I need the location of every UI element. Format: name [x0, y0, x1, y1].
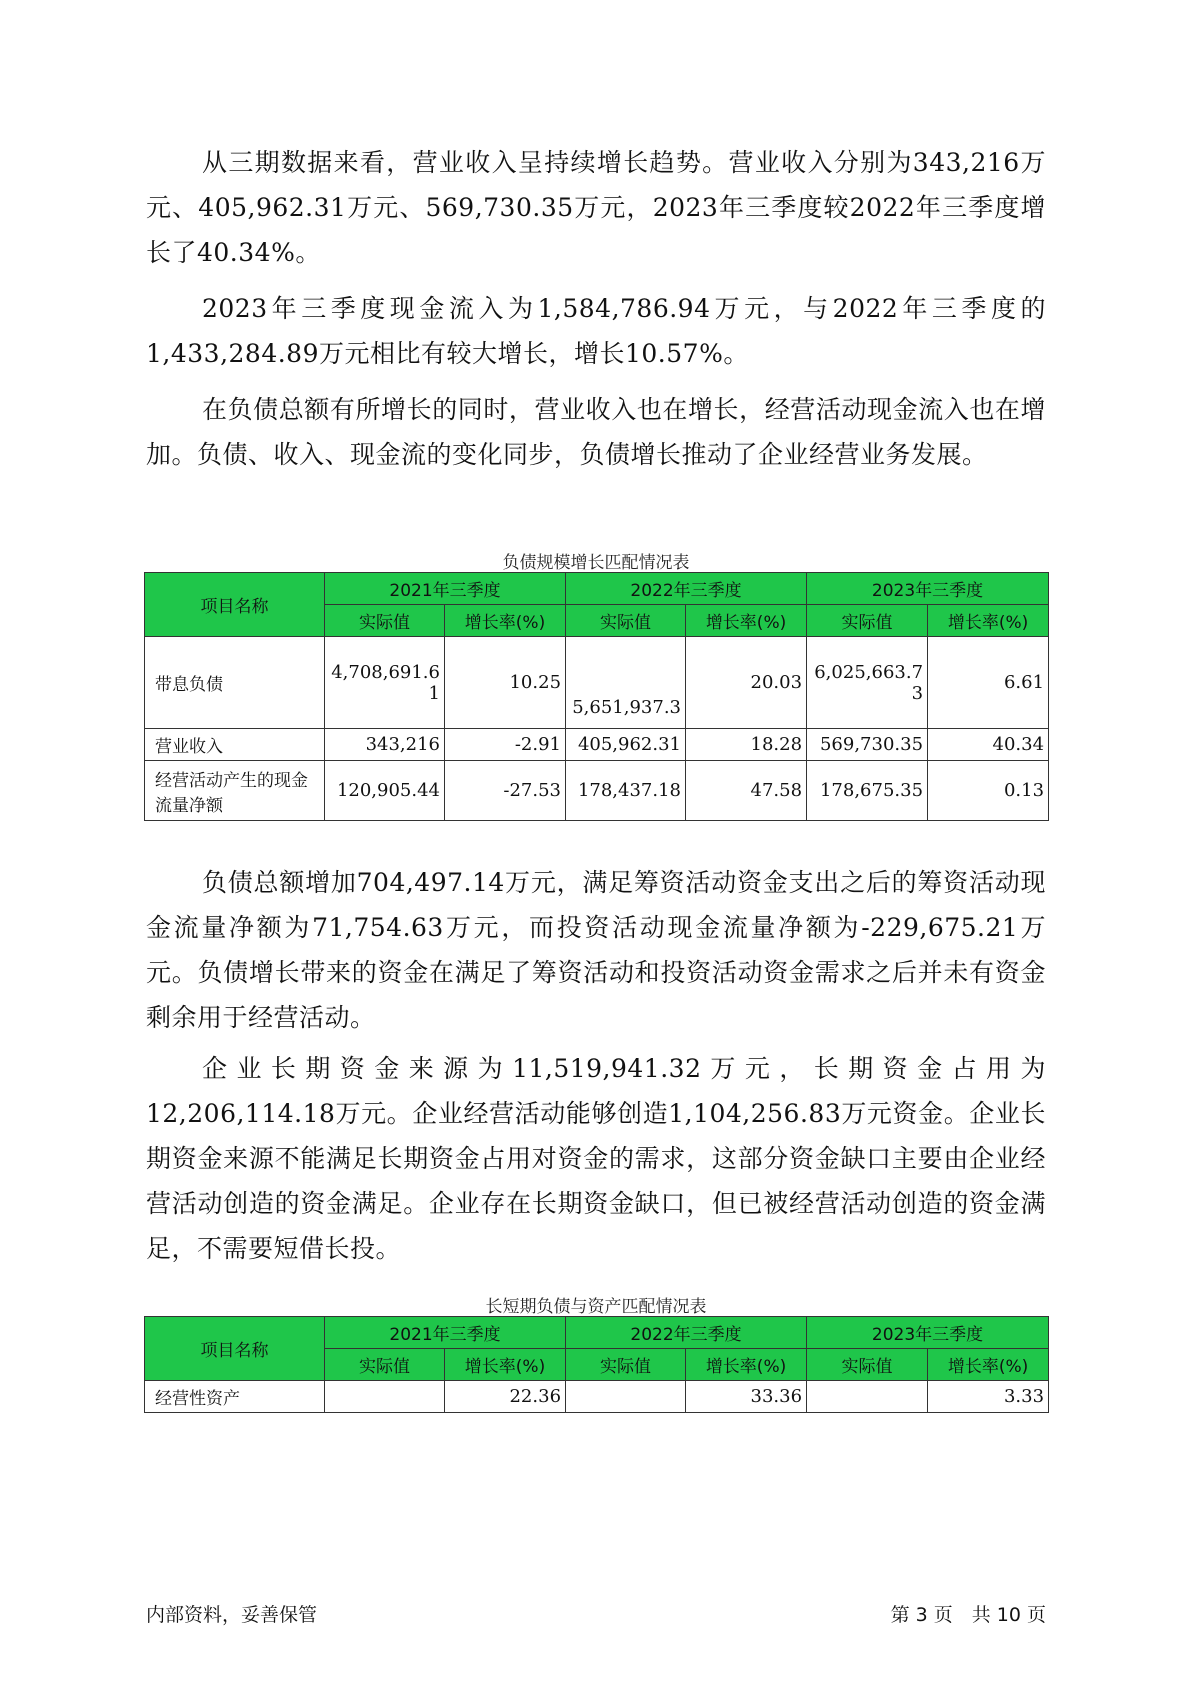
actual-value-header: 实际值 — [807, 605, 928, 637]
growth-rate-header: 增长率(%) — [928, 1349, 1049, 1381]
row-label: 营业收入 — [145, 729, 325, 761]
actual-value-header: 实际值 — [325, 605, 445, 637]
growth-rate-header: 增长率(%) — [445, 605, 566, 637]
cell-value: 20.03 — [686, 637, 807, 729]
cell-value — [566, 1381, 686, 1413]
footer-page-number: 第 3 页 共 10 页 — [890, 1604, 1046, 1626]
period-header: 2022年三季度 — [566, 1317, 807, 1349]
table2-caption: 长短期负债与资产匹配情况表 — [485, 1297, 707, 1317]
cell-value: 5,651,937.3 — [566, 637, 686, 729]
row-label: 经营性资产 — [145, 1381, 325, 1413]
row-label: 经营活动产生的现金流量净额 — [145, 761, 325, 821]
cell-value: -27.53 — [445, 761, 566, 821]
cell-value: 47.58 — [686, 761, 807, 821]
actual-value-header: 实际值 — [566, 1349, 686, 1381]
growth-rate-header: 增长率(%) — [445, 1349, 566, 1381]
period-header: 2022年三季度 — [566, 573, 807, 605]
cell-value: 22.36 — [445, 1381, 566, 1413]
period-header: 2023年三季度 — [807, 1317, 1049, 1349]
cell-value — [325, 1381, 445, 1413]
cell-value: 6.61 — [928, 637, 1049, 729]
growth-rate-header: 增长率(%) — [686, 1349, 807, 1381]
table-row — [145, 1381, 1049, 1413]
cell-value: 343,216 — [325, 729, 445, 761]
cell-value: 4,708,691.61 — [325, 637, 445, 729]
table-row — [145, 729, 1049, 761]
paragraph-cash-inflow: 2023年三季度现金流入为1,584,786.94万元，与2022年三季度的1,433,284.89万元相比有较大增长，增长10.57%。 — [146, 294, 1046, 368]
cell-value: 178,675.35 — [807, 761, 928, 821]
table1-caption: 负债规模增长匹配情况表 — [502, 553, 690, 573]
cell-value: 40.34 — [928, 729, 1049, 761]
paragraph-debt-sync: 在负债总额有所增长的同时，营业收入也在增长，经营活动现金流入也在增加。负债、收入、现金流的变化同步，负债增长推动了企业经营业务发展。 — [146, 395, 1046, 469]
table-row — [145, 637, 1049, 729]
actual-value-header: 实际值 — [325, 1349, 445, 1381]
cell-value: 3.33 — [928, 1381, 1049, 1413]
cell-value: 405,962.31 — [566, 729, 686, 761]
footer-confidential-note: 内部资料，妥善保管 — [146, 1604, 318, 1626]
cell-value: 10.25 — [445, 637, 566, 729]
debt-asset-match-table — [144, 1316, 1049, 1413]
cell-value: 569,730.35 — [807, 729, 928, 761]
paragraph-debt-increase: 负债总额增加704,497.14万元，满足筹资活动资金支出之后的筹资活动现金流量净额为71,754.63万元，而投资活动现金流量净额为-229,675.21万元。负债增长带来的资金在满足了筹资活动和投资活动资金需求之后并未有资金剩余用于经营活动。 — [146, 868, 1046, 1032]
table-row — [145, 761, 1049, 821]
period-header: 2023年三季度 — [807, 573, 1049, 605]
cell-value: 33.36 — [686, 1381, 807, 1413]
cell-value — [807, 1381, 928, 1413]
period-header: 2021年三季度 — [325, 1317, 566, 1349]
actual-value-header: 实际值 — [566, 605, 686, 637]
cell-value: 120,905.44 — [325, 761, 445, 821]
growth-rate-header: 增长率(%) — [686, 605, 807, 637]
debt-growth-table — [144, 572, 1049, 821]
cell-value: 18.28 — [686, 729, 807, 761]
cell-value: 178,437.18 — [566, 761, 686, 821]
growth-rate-header: 增长率(%) — [928, 605, 1049, 637]
cell-value: 6,025,663.73 — [807, 637, 928, 729]
item-name-header: 项目名称 — [145, 573, 325, 637]
cell-value: -2.91 — [445, 729, 566, 761]
cell-value: 0.13 — [928, 761, 1049, 821]
actual-value-header: 实际值 — [807, 1349, 928, 1381]
paragraph-revenue-trend: 从三期数据来看，营业收入呈持续增长趋势。营业收入分别为343,216万元、405,962.31万元、569,730.35万元，2023年三季度较2022年三季度增长了40.34%。 — [146, 148, 1046, 267]
item-name-header: 项目名称 — [145, 1317, 325, 1381]
paragraph-long-term-funds: 企业长期资金来源为11,519,941.32万元，长期资金占用为12,206,114.18万元。企业经营活动能够创造1,104,256.83万元资金。企业长期资金来源不能满足长期资金占用对资金的需求，这部分资金缺口主要由企业经营活动创造的资金满足。企业存在长期资金缺口，但已被经营活动创造的资金满足，不需要短借长投。 — [146, 1054, 1046, 1263]
period-header: 2021年三季度 — [325, 573, 566, 605]
row-label: 带息负债 — [145, 637, 325, 729]
